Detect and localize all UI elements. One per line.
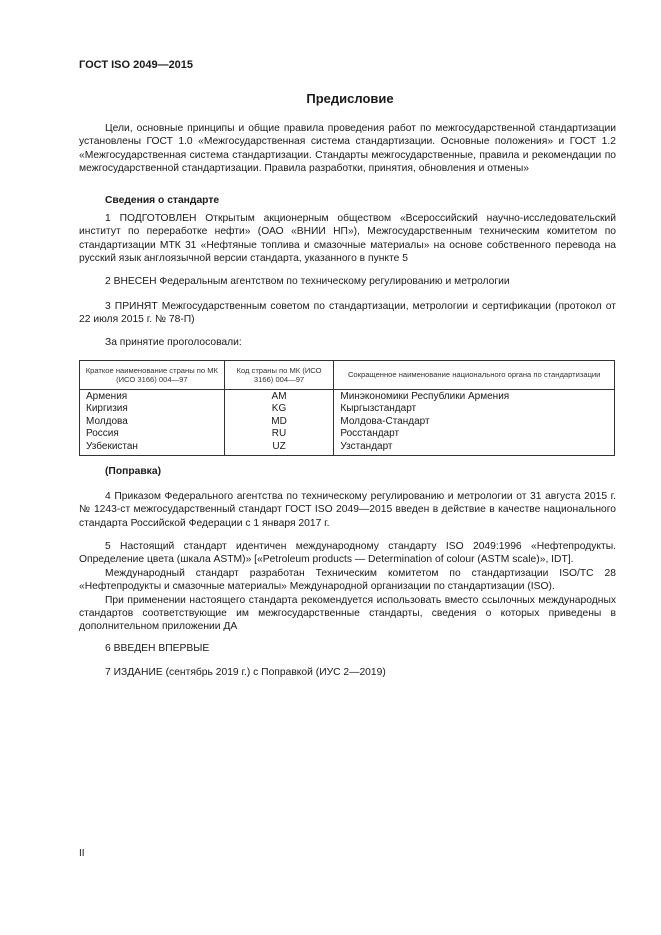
voted-label: За принятие проголосовали: <box>105 337 242 348</box>
item-1-text: 1 ПОДГОТОВЛЕН Открытым акционерным обществом «Всероссийский научно-исследовательский институт по переработке нефти» (ОАО «ВНИИ НП»), Межгосударственным техническим комитетом по стандартизации МТК 31 «Нефтяные топлива и смазочные материалы» на основе собственного перевода на русский язык англоязычной версии стандарта, указанного в пункте 5 <box>79 213 616 265</box>
code-column <box>224 390 334 456</box>
country-cell: Россия <box>86 428 119 440</box>
header-code: Код страны по МК (ИСО 3166) 004—97 <box>224 361 334 390</box>
header-country: Краткое наименование страны по МК (ИСО 3166) 004—97 <box>80 361 225 390</box>
table-body-row <box>80 390 615 456</box>
header-body: Сокращенное наименование национального органа по стандартизации <box>334 361 615 390</box>
country-cell: Киргизия <box>86 403 128 415</box>
item-5c-text: При применении настоящего стандарта рекомендуется использовать вместо ссылочных международных стандартов соответствующие им межгосударственные стандарты, сведения о которых приведены в дополнительном приложении ДА <box>79 594 616 633</box>
code-cell: UZ <box>272 440 286 452</box>
body-cell: Узстандарт <box>340 440 393 452</box>
country-cell: Молдова <box>86 415 128 427</box>
item-3-text: 3 ПРИНЯТ Межгосударственным советом по стандартизации, метрологии и сертификации (протокол от 22 июля 2015 г. № 78-П) <box>79 301 616 326</box>
item-4-text: 4 Приказом Федерального агентства по техническому регулированию и метрологии от 31 августа 2015 г. № 1243-ст межгосударственный стандарт ГОСТ ISO 2049—2015 введен в действие в качестве национального стандарта Российской Федерации с 1 января 2017 г. <box>79 491 616 529</box>
item-1-paragraph <box>79 212 616 266</box>
item-7-text: 7 ИЗДАНИЕ (сентябрь 2019 г.) с Поправкой (ИУС 2—2019) <box>105 667 386 678</box>
item-5a-text: 5 Настоящий стандарт идентичен международному стандарту ISO 2049:1996 «Нефтепродукты. Определение цвета (шкала ASTM)» [«Petroleum products — Determination of colour (ASTM scale)», IDT]. <box>79 541 616 566</box>
section-title: Сведения о стандарте <box>105 195 220 206</box>
body-cell: Молдова-Стандарт <box>340 415 430 427</box>
item-3-paragraph <box>79 300 616 327</box>
page-number: II <box>79 848 85 859</box>
country-cell: Узбекистан <box>86 440 138 452</box>
intro-text: Цели, основные принципы и общие правила проведения работ по межгосударственной стандартизации установлены ГОСТ 1.0 «Межгосударственная система стандартизации. Основные положения» и ГОСТ 1.2 «Межгосударственная система стандартизации. Стандарты межгосударственные, правила и рекомендации по межгосударственной стандартизации. Правила разработки, принятия, обновления и отмены» <box>79 123 616 175</box>
code-cell: KG <box>271 403 287 415</box>
item-5-paragraph <box>79 540 616 634</box>
item-6-text: 6 ВВЕДЕН ВПЕРВЫЕ <box>105 643 210 654</box>
code-cell: MD <box>271 415 287 427</box>
item-2-text: 2 ВНЕСЕН Федеральным агентством по техническому регулированию и метрологии <box>105 276 510 287</box>
doc-code-header: ГОСТ ISO 2049—2015 <box>79 59 194 71</box>
country-cell: Армения <box>86 391 128 402</box>
body-cell: Кыргызстандарт <box>340 403 417 415</box>
table-header-row <box>80 361 615 390</box>
body-cell: Росстандарт <box>340 428 400 440</box>
body-column <box>334 390 615 456</box>
page-title: Предисловие <box>306 91 394 106</box>
country-column <box>80 390 225 456</box>
countries-table <box>79 360 615 456</box>
amendment-label: (Поправка) <box>105 466 161 477</box>
code-cell: RU <box>271 428 287 440</box>
intro-paragraph <box>79 122 616 176</box>
item-4-paragraph <box>79 490 616 530</box>
body-cell: Минэкономики Республики Армения <box>340 391 510 402</box>
code-cell: AM <box>271 391 287 402</box>
item-5b-text: Международный стандарт разработан Техническим комитетом по стандартизации ISO/TC 28 «Нефтепродукты и смазочные материалы» Международной организации по стандартизации (ISO). <box>79 567 616 593</box>
